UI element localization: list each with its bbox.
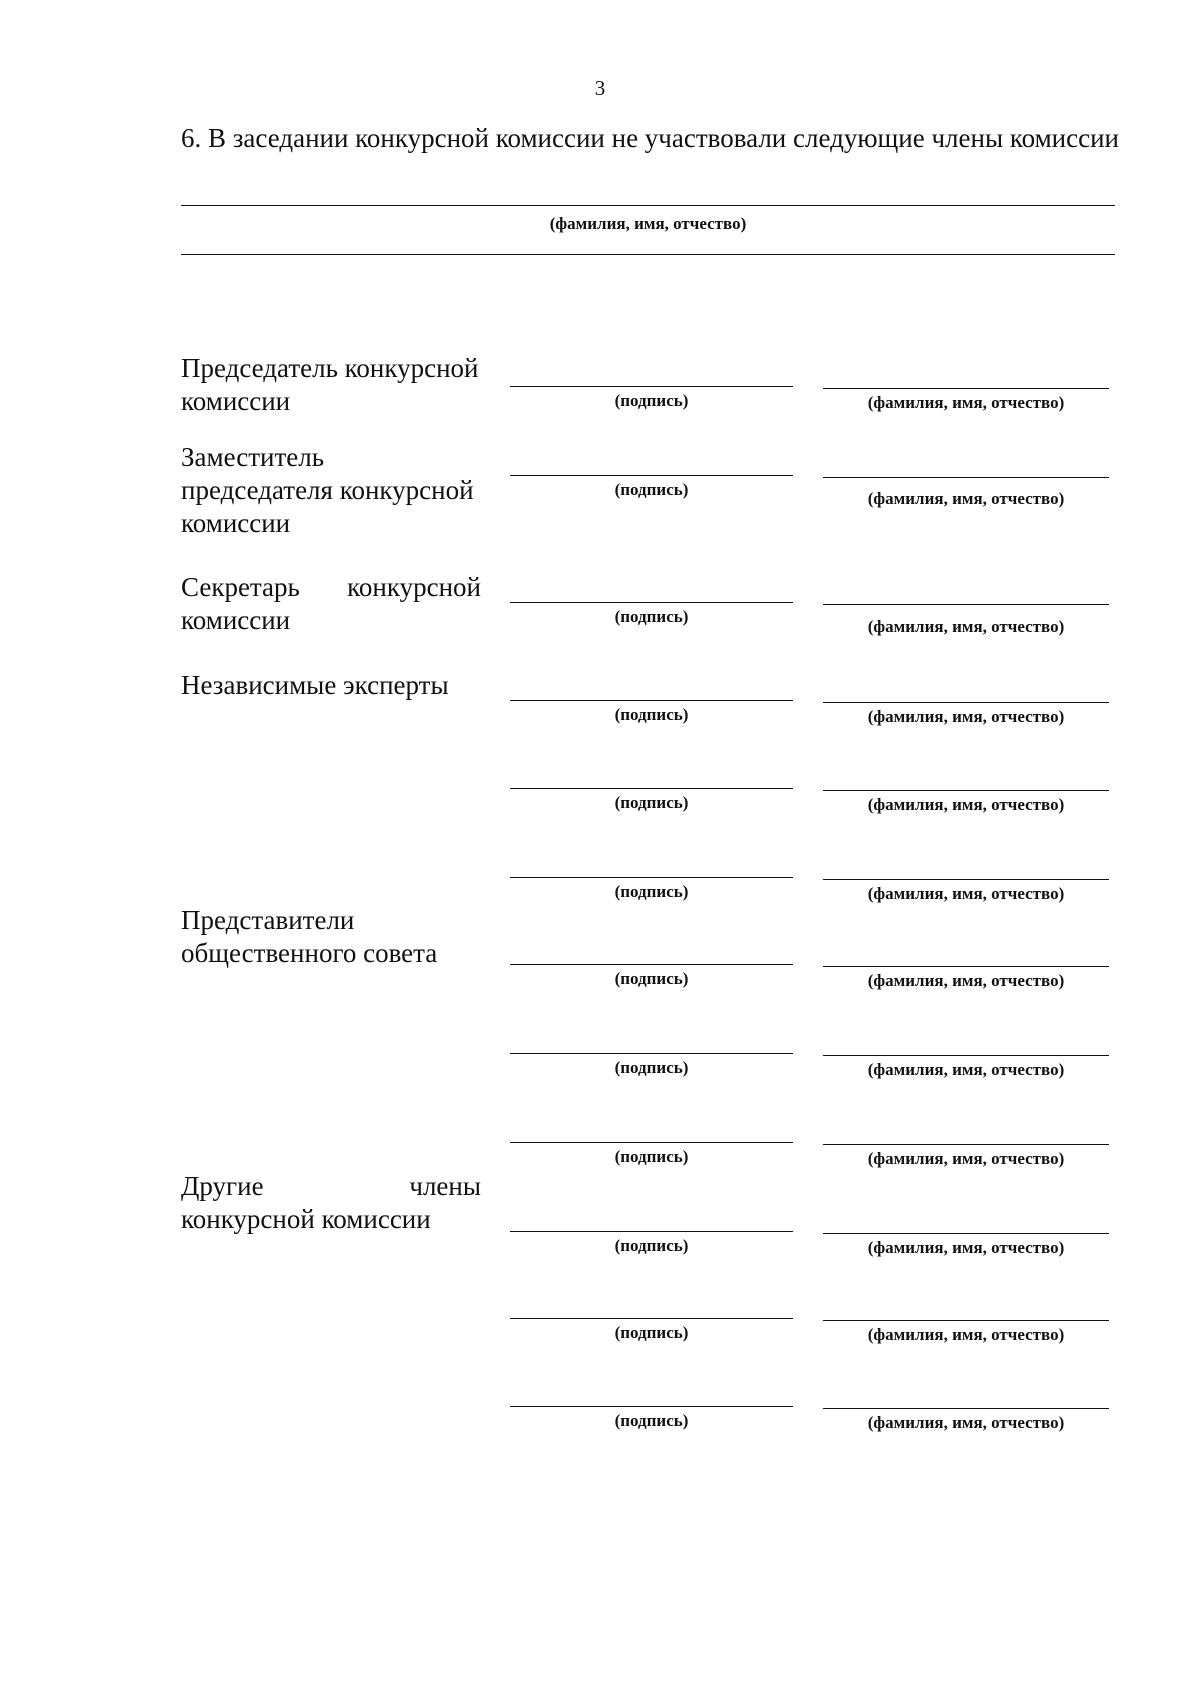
- role-chairman: Председатель конкурсной комиссии: [181, 353, 479, 416]
- name-caption: (фамилия, имя, отчество): [867, 971, 1065, 990]
- absent-members-caption: (фамилия, имя, отчество): [549, 214, 747, 233]
- absent-members-line-2: [181, 254, 1115, 255]
- signature-caption: (подпись): [614, 607, 689, 626]
- role-public-council: Представители общественного совета: [181, 905, 438, 968]
- signature-caption: (подпись): [614, 1411, 689, 1430]
- signature-line: [510, 788, 793, 789]
- signature-line: [510, 964, 793, 965]
- signature-caption: (подпись): [614, 793, 689, 812]
- absent-members-line-1: [181, 205, 1115, 206]
- name-line: [823, 1320, 1109, 1321]
- role-other-members: Другие члены конкурсной комиссии: [181, 1171, 481, 1234]
- signature-line: [510, 475, 793, 476]
- signature-line: [510, 1053, 793, 1054]
- signature-line: [510, 877, 793, 878]
- signature-caption: (подпись): [614, 391, 689, 410]
- name-line: [823, 388, 1109, 389]
- section-6-text: 6. В заседании конкурсной комиссии не участвовали следующие члены комиссии: [181, 123, 1119, 153]
- signature-line: [510, 386, 793, 387]
- page-number: 3: [594, 76, 606, 100]
- signature-caption: (подпись): [614, 969, 689, 988]
- signature-line: [510, 602, 793, 603]
- signature-line: [510, 1142, 793, 1143]
- signature-caption: (подпись): [614, 1058, 689, 1077]
- signature-caption: (подпись): [614, 1236, 689, 1255]
- name-caption: (фамилия, имя, отчество): [867, 393, 1065, 412]
- signature-caption: (подпись): [614, 1147, 689, 1166]
- name-line: [823, 702, 1109, 703]
- signature-line: [510, 700, 793, 701]
- name-caption: (фамилия, имя, отчество): [867, 707, 1065, 726]
- signature-line: [510, 1406, 793, 1407]
- name-caption: (фамилия, имя, отчество): [867, 1149, 1065, 1168]
- name-line: [823, 790, 1109, 791]
- role-independent-experts: Независимые эксперты: [181, 670, 449, 700]
- role-secretary: Секретарь конкурсной комиссии: [181, 572, 481, 635]
- name-line: [823, 966, 1109, 967]
- name-caption: (фамилия, имя, отчество): [867, 1238, 1065, 1257]
- signature-caption: (подпись): [614, 705, 689, 724]
- name-line: [823, 1144, 1109, 1145]
- name-line: [823, 477, 1109, 478]
- signature-caption: (подпись): [614, 480, 689, 499]
- name-line: [823, 604, 1109, 605]
- name-line: [823, 879, 1109, 880]
- name-line: [823, 1233, 1109, 1234]
- signature-caption: (подпись): [614, 882, 689, 901]
- name-line: [823, 1055, 1109, 1056]
- name-caption: (фамилия, имя, отчество): [867, 617, 1065, 636]
- name-caption: (фамилия, имя, отчество): [867, 1413, 1065, 1432]
- signature-caption: (подпись): [614, 1323, 689, 1342]
- name-caption: (фамилия, имя, отчество): [867, 884, 1065, 903]
- name-caption: (фамилия, имя, отчество): [867, 1325, 1065, 1344]
- name-caption: (фамилия, имя, отчество): [867, 1060, 1065, 1079]
- name-caption: (фамилия, имя, отчество): [867, 795, 1065, 814]
- signature-line: [510, 1231, 793, 1232]
- signature-line: [510, 1318, 793, 1319]
- name-line: [823, 1408, 1109, 1409]
- name-caption: (фамилия, имя, отчество): [867, 489, 1065, 508]
- role-deputy-chairman: Заместитель председателя конкурсной комиссии: [181, 442, 474, 538]
